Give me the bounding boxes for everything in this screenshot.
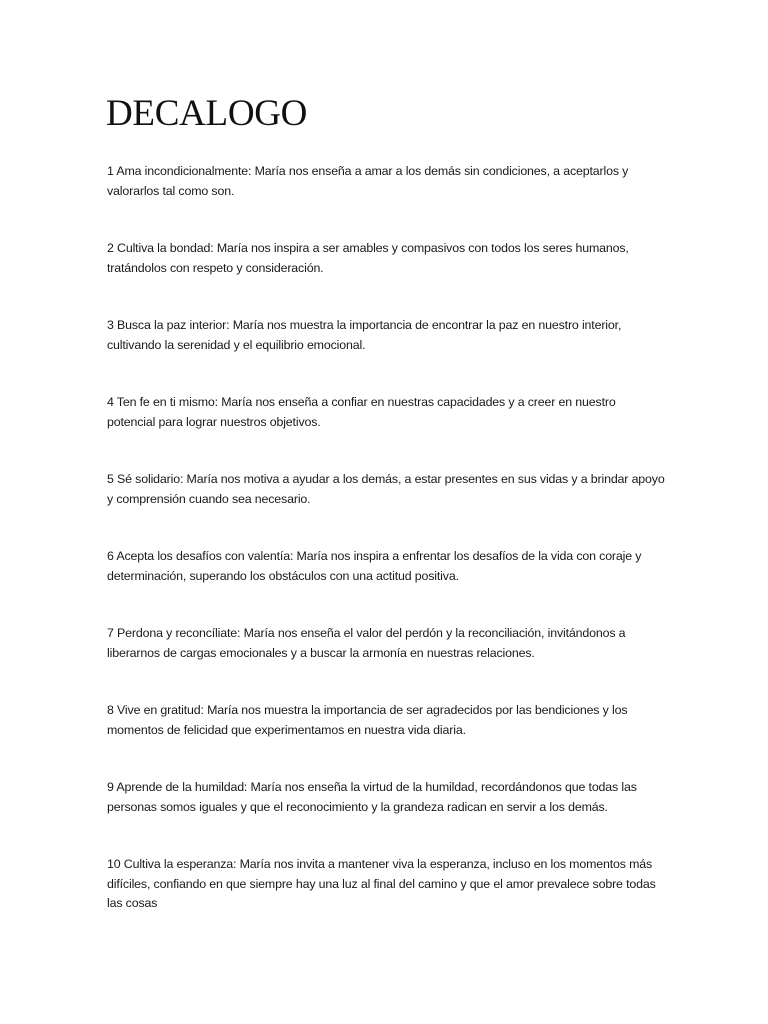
decalogue-item-6: 6 Acepta los desafíos con valentía: María nos inspira a enfrentar los desafíos de la vida con coraje y determinación, superando los obstáculos con una actitud positiva. (107, 549, 642, 583)
decalogue-item-4: 4 Ten fe en ti mismo: María nos enseña a confiar en nuestras capacidades y a creer en nuestro potencial para lograr nuestros objetivos. (107, 395, 616, 429)
decalogue-item-7: 7 Perdona y reconcíliate: María nos enseña el valor del perdón y la reconciliación, invitándonos a liberarnos de cargas emocionales y a buscar la armonía en nuestras relaciones. (107, 626, 626, 660)
decalogue-item-2: 2 Cultiva la bondad: María nos inspira a ser amables y compasivos con todos los seres humanos, tratándolos con respeto y consideración. (107, 241, 629, 275)
decalogue-item-9: 9 Aprende de la humildad: María nos enseña la virtud de la humildad, recordándonos que todas las personas somos iguales y que el reconocimiento y la grandeza radican en servir a los demás. (107, 780, 637, 814)
decalogue-item-5: 5 Sé solidario: María nos motiva a ayudar a los demás, a estar presentes en sus vidas y a brindar apoyo y comprensión cuando sea necesario. (107, 472, 665, 506)
decalogue-list (107, 162, 667, 951)
document-title: DECALOGO (106, 93, 308, 134)
decalogue-item-8: 8 Vive en gratitud: María nos muestra la importancia de ser agradecidos por las bendiciones y los momentos de felicidad que experimentamos en nuestra vida diaria. (107, 703, 628, 737)
decalogue-item-3: 3 Busca la paz interior: María nos muestra la importancia de encontrar la paz en nuestro interior, cultivando la serenidad y el equilibrio emocional. (107, 318, 622, 352)
decalogue-item-1: 1 Ama incondicionalmente: María nos enseña a amar a los demás sin condiciones, a aceptarlos y valorarlos tal como son. (107, 164, 629, 198)
decalogue-item-10: 10 Cultiva la esperanza: María nos invita a mantener viva la esperanza, incluso en los momentos más difíciles, confiando en que siempre hay una luz al final del camino y que el amor prevalece sobre todas las cosas (107, 857, 656, 910)
